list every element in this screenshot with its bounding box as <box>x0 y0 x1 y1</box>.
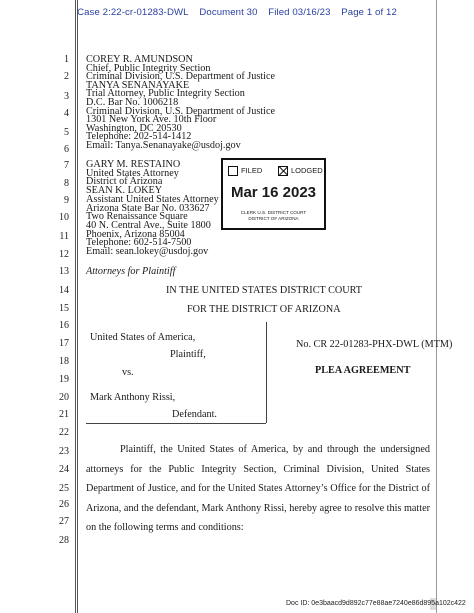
line-number: 25 <box>59 483 69 494</box>
line-number: 10 <box>59 212 69 223</box>
line-number: 8 <box>64 178 69 189</box>
usao-counsel-line: Phoenix, Arizona 85004 <box>86 228 185 240</box>
line-number: 23 <box>59 446 69 457</box>
doj-counsel-line: Trial Attorney, Public Integrity Section <box>86 88 245 100</box>
caption-versus: vs. <box>122 367 134 378</box>
caption-horizontal-rule <box>86 423 266 424</box>
stamp-clerk-line2: DISTRICT OF ARIZONA <box>248 216 299 221</box>
line-number: 21 <box>59 409 69 420</box>
line-number: 6 <box>64 144 69 155</box>
doj-counsel-line: Criminal Division, U.S. Department of Justice <box>86 105 276 117</box>
stamp-clerk-line1: CLERK U.S. DISTRICT COURT <box>240 210 307 215</box>
case-number-header: Case 2:22-cr-01283-DWL <box>77 7 189 18</box>
usao-counsel-line: 40 N. Central Ave., Suite 1800 <box>86 219 211 231</box>
left-margin-rule <box>75 0 76 613</box>
stamp-clerk-text <box>223 210 324 222</box>
usao-counsel-line: United States Attorney <box>86 167 179 179</box>
line-number: 18 <box>59 356 69 367</box>
usao-counsel-line: SEAN K. LOKEY <box>86 185 163 197</box>
lodged-checkbox-checked <box>278 166 288 176</box>
document-number-header: Document 30 <box>199 7 258 18</box>
usao-counsel-line: GARY M. RESTAINO <box>86 159 181 170</box>
line-number: 15 <box>59 303 69 314</box>
doj-counsel-line: Criminal Division, U.S. Department of Justice <box>86 71 276 83</box>
doj-counsel-line: COREY R. AMUNDSON <box>86 54 193 65</box>
line-number: 3 <box>64 91 69 102</box>
doj-counsel-line: TANYA SENANAYAKE <box>86 79 190 91</box>
page-count-header: Page 1 of 12 <box>341 7 397 18</box>
lodged-label: LODGED <box>291 166 323 175</box>
ecf-header <box>0 7 474 18</box>
doj-counsel-line: Chief, Public Integrity Section <box>86 62 211 74</box>
line-number: 28 <box>59 535 69 546</box>
line-number: 19 <box>59 374 69 385</box>
line-number: 2 <box>64 71 69 82</box>
usao-counsel-line: Arizona State Bar No. 033627 <box>86 202 210 214</box>
doj-counsel-line: 1301 New York Ave. 10th Floor <box>86 114 217 126</box>
caption-plaintiff-role: Plaintiff, <box>170 349 206 360</box>
court-district: FOR THE DISTRICT OF ARIZONA <box>187 304 341 315</box>
line-number: 13 <box>59 266 69 277</box>
line-number: 11 <box>59 231 69 242</box>
line-number: 4 <box>64 108 69 119</box>
line-number: 1 <box>64 54 69 65</box>
line-number: 24 <box>59 464 69 475</box>
doj-counsel-line: Washington, DC 20530 <box>86 122 182 134</box>
line-number: 26 <box>59 499 69 510</box>
line-number: 12 <box>59 249 69 260</box>
filed-label: FILED <box>241 166 263 175</box>
usao-counsel-line: Assistant United States Attorney <box>86 193 219 205</box>
doj-counsel-line: D.C. Bar No. 1006218 <box>86 97 179 108</box>
right-margin-rule <box>436 0 437 613</box>
caption-defendant-role: Defendant. <box>172 409 217 420</box>
stamp-date: Mar 16 2023 <box>230 184 317 201</box>
usao-counsel-line: Email: sean.lokey@usdoj.gov <box>86 246 209 257</box>
filed-checkbox <box>228 166 238 176</box>
caption-defendant-name: Mark Anthony Rissi, <box>90 392 176 403</box>
caption-plaintiff-name: United States of America, <box>90 332 196 343</box>
line-number: 14 <box>59 285 69 296</box>
caption-vertical-rule <box>266 322 267 423</box>
line-number: 5 <box>64 127 69 138</box>
doc-id-footer: Doc ID: 0e3baacd9d892c77e88ae7240e86d895a102c422 <box>286 600 466 607</box>
opening-paragraph: Plaintiff, the United States of America, by and through the undersigned attorneys for the Public Integrity Section, Criminal Division, United States Department of Justice, and for the United States Attorney’s Office for the District of Arizona, and the defendant, Mark Anthony Rissi, hereby agree to resolve this matter on the following terms and conditions: <box>86 444 430 534</box>
line-number: 16 <box>59 320 69 331</box>
line-number: 27 <box>59 516 69 527</box>
line-number: 20 <box>59 392 69 403</box>
usao-counsel-line: District of Arizona <box>86 176 163 188</box>
line-number: 22 <box>59 427 69 438</box>
document-title: PLEA AGREEMENT <box>315 365 411 376</box>
left-margin-rule-inner <box>77 0 78 613</box>
usao-counsel-line: Two Renaissance Square <box>86 211 188 223</box>
doj-counsel-line: Telephone: 202-514-1412 <box>86 131 192 143</box>
usao-counsel-line: Telephone: 602-514-7500 <box>86 237 192 249</box>
line-number: 17 <box>59 338 69 349</box>
line-number: 9 <box>64 195 69 206</box>
case-number: No. CR 22-01283-PHX-DWL (MTM) <box>296 339 453 350</box>
line-number: 7 <box>64 160 69 171</box>
filed-date-header: Filed 03/16/23 <box>268 7 331 18</box>
court-name: IN THE UNITED STATES DISTRICT COURT <box>166 285 362 296</box>
filing-stamp <box>221 158 326 230</box>
doj-counsel-line: Email: Tanya.Senanayake@usdoj.gov <box>86 140 241 151</box>
attorneys-for-plaintiff: Attorneys for Plaintiff <box>86 266 176 277</box>
